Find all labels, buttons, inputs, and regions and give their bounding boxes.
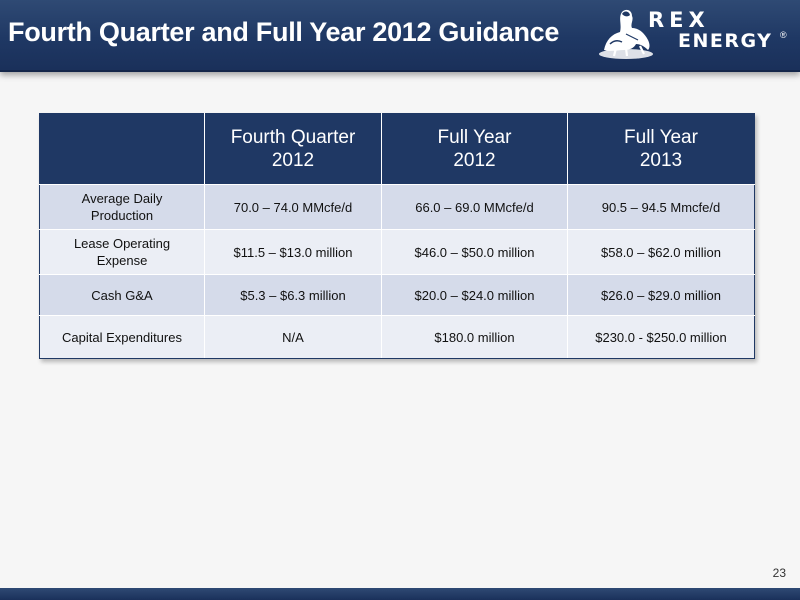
table-cell: 70.0 – 74.0 MMcfe/d (205, 185, 382, 230)
table-row (40, 316, 755, 359)
table-header-cell (382, 114, 568, 185)
table-cell: $180.0 million (382, 316, 568, 359)
row-label: Capital Expenditures (40, 316, 205, 359)
guidance-table (39, 113, 755, 359)
table-row (40, 185, 755, 230)
row-label-text: Lease Operating Expense (73, 236, 171, 268)
company-logo (596, 4, 792, 64)
table-row (40, 275, 755, 316)
horse-rider-emblem-icon (596, 4, 656, 62)
column-header-q4-2012: Fourth Quarter 2012 (230, 127, 356, 171)
table-header-cell (568, 114, 755, 185)
page-number: 23 (772, 566, 786, 580)
row-label (40, 230, 205, 275)
table-cell: 66.0 – 69.0 MMcfe/d (382, 185, 568, 230)
logo-text-rex: REX (648, 8, 710, 32)
table-cell: $230.0 - $250.0 million (568, 316, 755, 359)
table-row (40, 230, 755, 275)
table-cell: 90.5 – 94.5 Mmcfe/d (568, 185, 755, 230)
table-cell: $58.0 – $62.0 million (568, 230, 755, 275)
slide-title: Fourth Quarter and Full Year 2012 Guidance (8, 17, 560, 47)
row-label: Cash G&A (40, 275, 205, 316)
column-header-fy-2012: Full Year 2012 (437, 127, 512, 171)
row-label (40, 185, 205, 230)
table-header-cell (205, 114, 382, 185)
table-header-row (40, 114, 755, 185)
column-header-fy-2013: Full Year 2013 (624, 127, 698, 171)
table-cell: N/A (205, 316, 382, 359)
registered-mark: ® (780, 30, 787, 40)
table-cell: $11.5 – $13.0 million (205, 230, 382, 275)
row-label-text: Average Daily Production (81, 191, 163, 223)
table-header-cell-empty (40, 114, 205, 185)
table-cell: $5.3 – $6.3 million (205, 275, 382, 316)
table-cell: $46.0 – $50.0 million (382, 230, 568, 275)
table-cell: $26.0 – $29.0 million (568, 275, 755, 316)
slide-footer-bar (0, 588, 800, 600)
slide-header-bar (0, 0, 800, 72)
logo-text-energy: ENERGY (678, 30, 773, 52)
table-cell: $20.0 – $24.0 million (382, 275, 568, 316)
